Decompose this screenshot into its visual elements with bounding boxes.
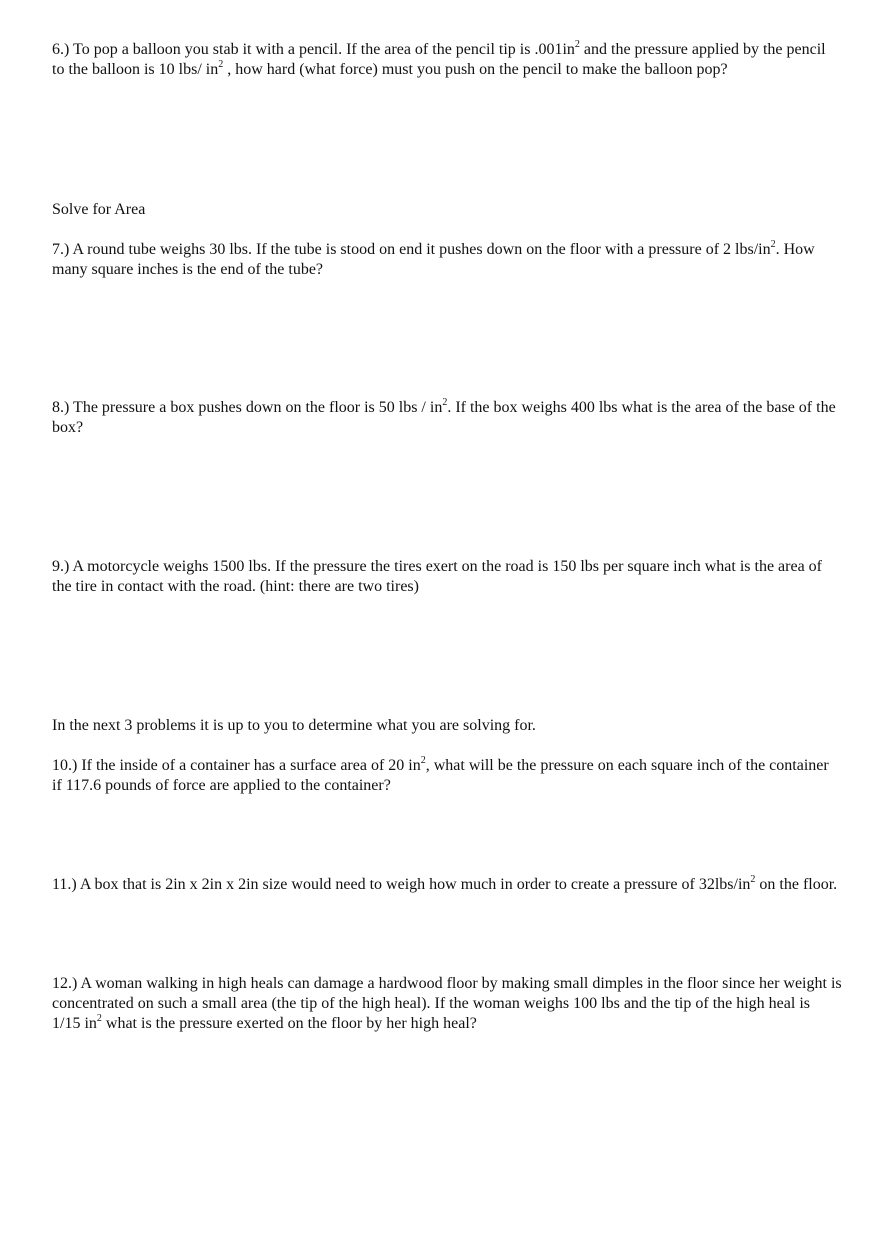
question-6	[52, 40, 842, 80]
question-12-exponent: 2	[96, 1013, 102, 1024]
question-7	[52, 240, 842, 280]
question-6-text-b: and the pressure applied by the pencil to the balloon is 10 lbs/ in	[52, 41, 826, 78]
question-9: 9.) A motorcycle weighs 1500 lbs. If the pressure the tires exert on the road is 150 lbs per square inch what is the area of the tire in contact with the road. (hint: there are two tires)	[52, 558, 823, 595]
question-8-exponent: 2	[442, 397, 448, 408]
question-10-text-a: 10.) If the inside of a container has a surface area of 20 in	[52, 757, 421, 774]
question-11-exponent: 2	[750, 874, 756, 885]
question-7-text-b: . How many square inches is the end of the tube?	[52, 241, 815, 278]
question-7-text-a: 7.) A round tube weighs 30 lbs. If the tube is stood on end it pushes down on the floor with a pressure of 2 lbs/in	[52, 241, 771, 258]
question-12	[52, 974, 842, 1034]
question-6-exponent-2: 2	[218, 59, 224, 70]
question-8-text-a: 8.) The pressure a box pushes down on the floor is 50 lbs / in	[52, 399, 443, 416]
question-12-text-a: 12.) A woman walking in high heals can damage a hardwood floor by making small dimples in the floor since her weight is concentrated on such a small area (the tip of the high heal). If the woman weighs 100 lbs and the tip of the high heal is 1/15 in	[52, 975, 842, 1032]
question-6-exponent-1: 2	[574, 39, 580, 50]
question-10	[52, 756, 842, 796]
question-6-text-c: , how hard (what force) must you push on the pencil to make the balloon pop?	[223, 61, 728, 78]
section-heading-next: In the next 3 problems it is up to you to determine what you are solving for.	[52, 717, 536, 734]
question-6-text-a: 6.) To pop a balloon you stab it with a pencil. If the area of the pencil tip is .001in	[52, 41, 575, 58]
question-10-text-b: , what will be the pressure on each square inch of the container if 117.6 pounds of force are applied to the container?	[52, 757, 829, 794]
question-7-exponent: 2	[770, 239, 776, 250]
section-heading-area: Solve for Area	[52, 201, 146, 218]
question-10-exponent: 2	[420, 755, 426, 766]
question-12-text-b: what is the pressure exerted on the floor by her high heal?	[101, 1015, 477, 1032]
question-11-text-b: on the floor.	[755, 876, 838, 893]
question-8	[52, 398, 842, 438]
question-11	[52, 875, 842, 895]
question-11-text-a: 11.) A box that is 2in x 2in x 2in size would need to weigh how much in order to create a pressure of 32lbs/in	[52, 876, 751, 893]
question-8-text-b: . If the box weighs 400 lbs what is the area of the base of the box?	[52, 399, 836, 436]
